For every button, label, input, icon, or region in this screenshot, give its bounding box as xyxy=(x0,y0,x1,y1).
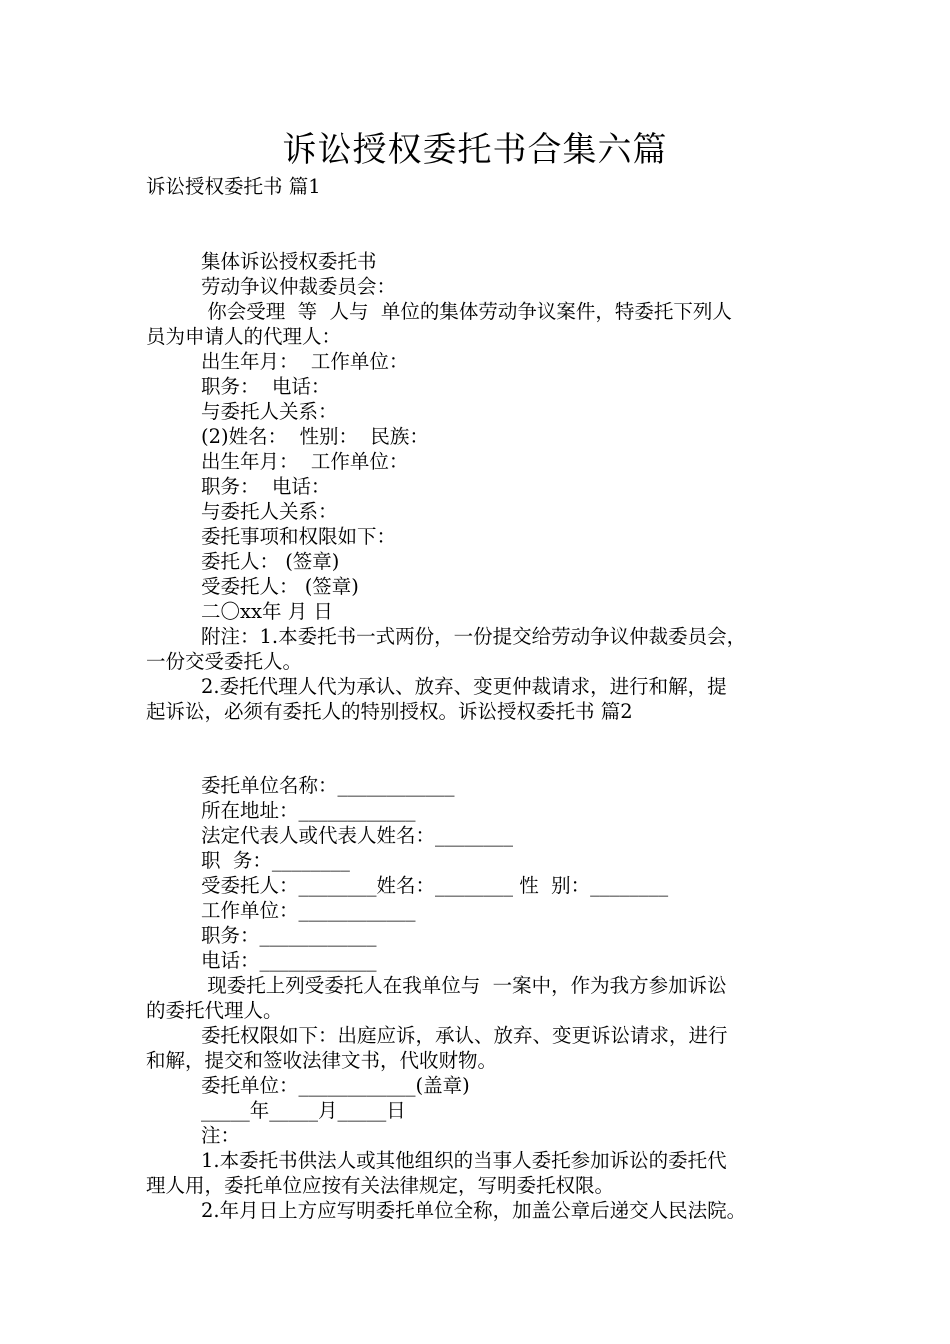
body-line: 出生年月： 工作单位： xyxy=(201,350,409,373)
body-line: 劳动争议仲裁委员会： xyxy=(201,275,397,298)
body-line: 出生年月： 工作单位： xyxy=(201,450,409,473)
body-line: 职务： 电话： xyxy=(201,475,331,498)
section-heading-1: 诉讼授权委托书 篇1 xyxy=(146,175,321,198)
form-line: 工作单位：____________ xyxy=(201,899,416,922)
body-line: 附注：1.本委托书一式两份，一份提交给劳动争议仲裁委员会， xyxy=(201,625,747,648)
body-line: 和解，提交和签收法律文书，代收财物。 xyxy=(146,1049,498,1072)
body-line: 理人用，委托单位应按有关法律规定，写明委托权限。 xyxy=(146,1174,615,1197)
body-line: 委托权限如下：出庭应诉，承认、放弃、变更诉讼请求，进行 xyxy=(201,1024,728,1047)
document-title: 诉讼授权委托书合集六篇 xyxy=(282,130,668,170)
form-line: 电话：____________ xyxy=(201,949,377,972)
body-line: 注： xyxy=(201,1124,241,1147)
form-line: 职 务：________ xyxy=(201,849,350,872)
body-line: 委托人： (签章) xyxy=(201,550,340,573)
form-line: 所在地址：____________ xyxy=(201,799,416,822)
body-line: 委托事项和权限如下： xyxy=(201,525,397,548)
form-line: 委托单位：____________(盖章) xyxy=(201,1074,470,1097)
body-line: 2.委托代理人代为承认、放弃、变更仲裁请求，进行和解，提 xyxy=(201,675,727,698)
form-line: 法定代表人或代表人姓名：________ xyxy=(201,824,514,847)
body-line: 1.本委托书供法人或其他组织的当事人委托参加诉讼的委托代 xyxy=(201,1149,727,1172)
body-line: 职务： 电话： xyxy=(201,375,331,398)
form-line: _____年_____月_____日 xyxy=(201,1099,406,1122)
body-line: 二〇xx年 月 日 xyxy=(201,600,333,623)
body-line: 一份交受委托人。 xyxy=(146,650,303,673)
body-line: 集体诉讼授权委托书 xyxy=(201,250,377,273)
form-line: 职务：____________ xyxy=(201,924,377,947)
body-line: 起诉讼，必须有委托人的特别授权。诉讼授权委托书 篇2 xyxy=(146,700,633,723)
form-line: 受委托人：________姓名：________ 性 别：________ xyxy=(201,874,669,897)
body-line: 与委托人关系： xyxy=(201,400,338,423)
body-line: 与委托人关系： xyxy=(201,500,338,523)
form-line: 委托单位名称：____________ xyxy=(201,774,455,797)
body-line: 2.年月日上方应写明委托单位全称，加盖公章后递交人民法院。 xyxy=(201,1199,747,1222)
body-line: 受委托人： (签章) xyxy=(201,575,359,598)
body-line: (2)姓名： 性别： 民族： xyxy=(201,425,429,448)
body-line: 的委托代理人。 xyxy=(146,999,283,1022)
body-line: 员为申请人的代理人： xyxy=(146,325,342,348)
body-line: 现委托上列受委托人在我单位与 一案中，作为我方参加诉讼 xyxy=(201,974,727,997)
body-line: 你会受理 等 人与 单位的集体劳动争议案件，特委托下列人 xyxy=(201,300,732,323)
